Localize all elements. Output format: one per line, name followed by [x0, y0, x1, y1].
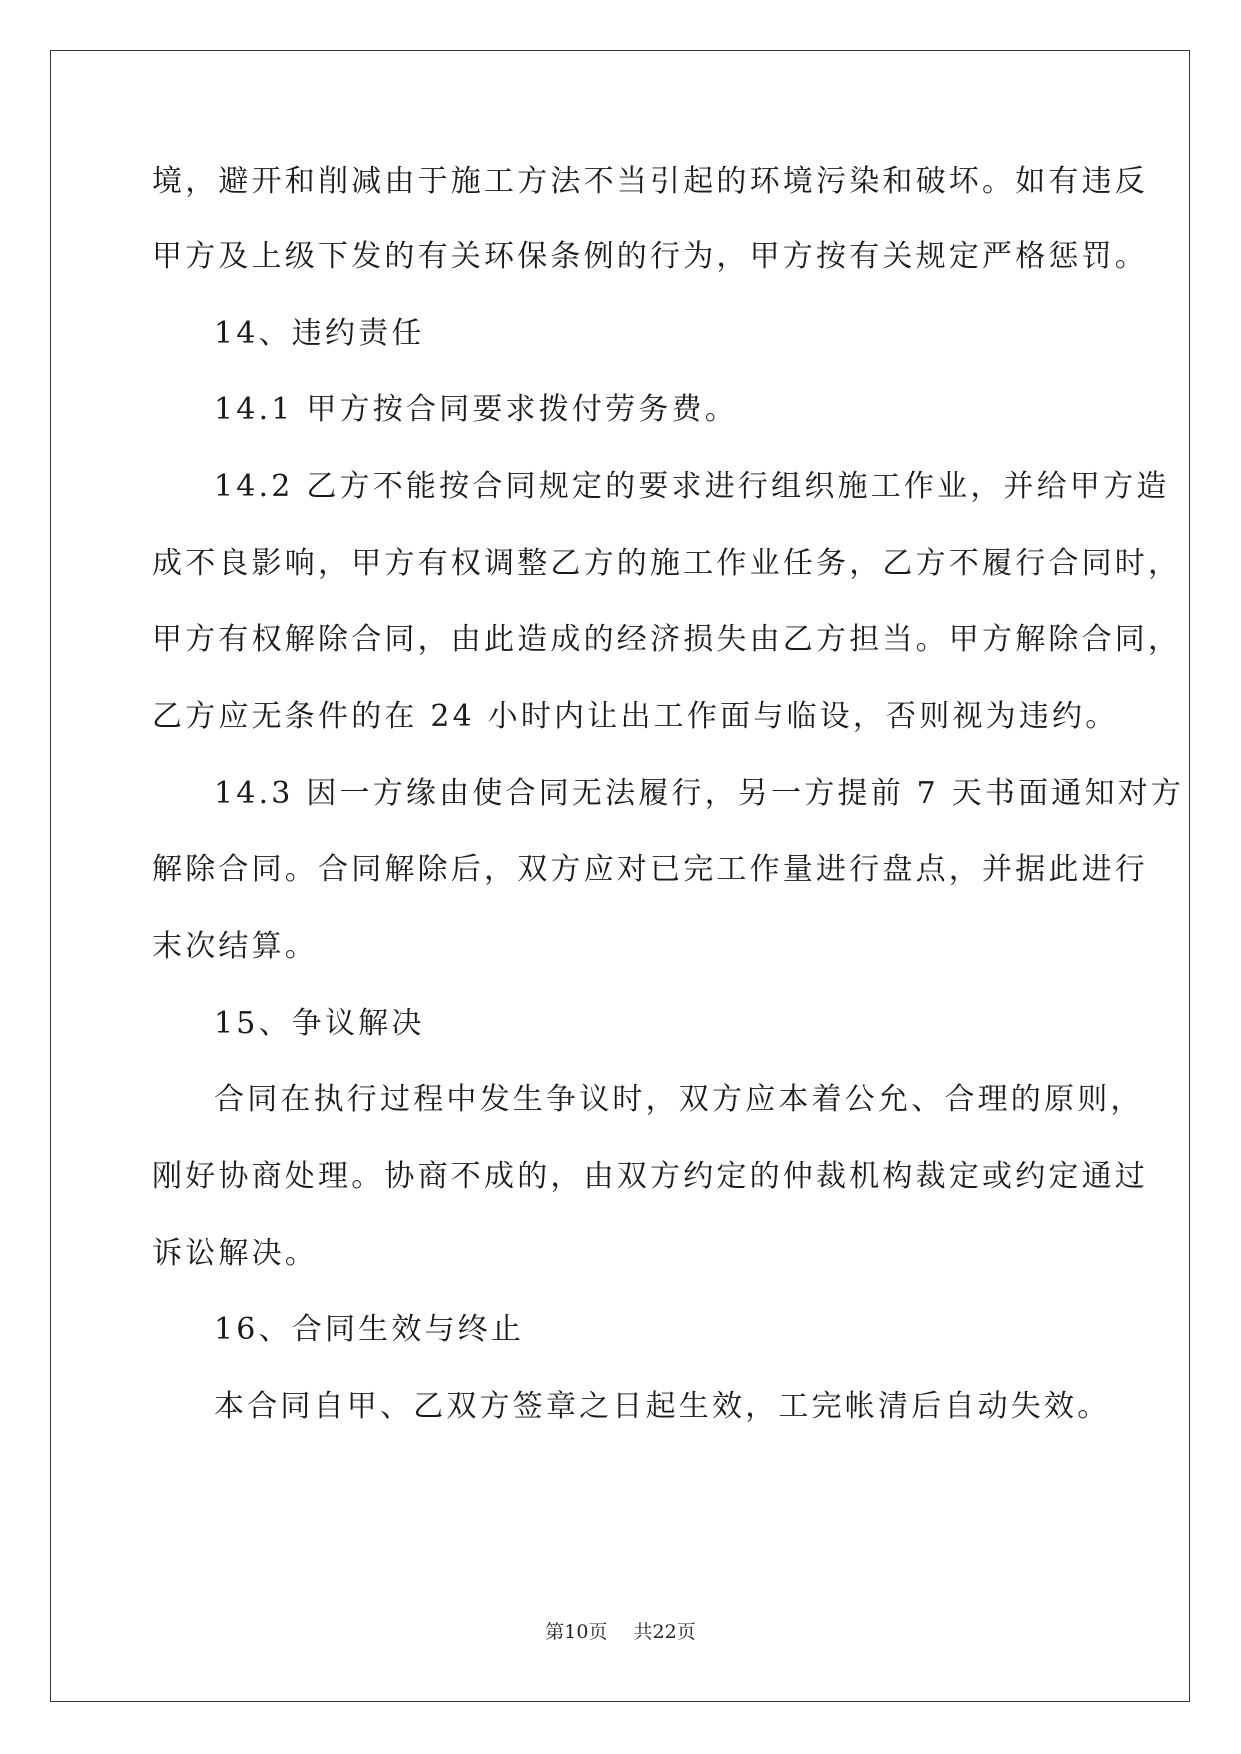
- clause-paragraph: 14.1 甲方按合同要求拨付劳务费。: [214, 392, 738, 427]
- text-line: 境，避开和削减由于施工方法不当引起的环境污染和破坏。如有违反: [152, 164, 1148, 199]
- text-line: 末次结算。: [152, 929, 318, 964]
- text-line: 乙方应无条件的在 24 小时内让出工作面与临设，否则视为违约。: [152, 699, 1119, 734]
- text-line: 刚好协商处理。协商不成的，由双方约定的仲裁机构裁定或约定通过: [152, 1159, 1148, 1194]
- section-heading: 14、违约责任: [214, 316, 425, 351]
- text-line: 诉讼解决。: [152, 1236, 318, 1271]
- clause-paragraph: 本合同自甲、乙双方签章之日起生效，工完帐清后自动失效。: [214, 1389, 1111, 1424]
- current-page-label: 第10页: [545, 1621, 608, 1643]
- text-line: 成不良影响，甲方有权调整乙方的施工作业任务，乙方不履行合同时，: [152, 546, 1182, 581]
- text-line: 解除合同。合同解除后，双方应对已完工作量进行盘点，并据此进行: [152, 852, 1148, 887]
- text-line: 甲方及上级下发的有关环保条例的行为，甲方按有关规定严格惩罚。: [152, 239, 1148, 274]
- section-heading: 15、争议解决: [214, 1006, 425, 1041]
- clause-paragraph: 合同在执行过程中发生争议时，双方应本着公允、合理的原则，: [214, 1082, 1144, 1117]
- clause-paragraph: 14.2 乙方不能按合同规定的要求进行组织施工作业，并给甲方造: [214, 469, 1170, 504]
- total-pages-label: 共22页: [633, 1621, 696, 1643]
- page-footer: [0, 1620, 1241, 1644]
- clause-paragraph: 14.3 因一方缘由使合同无法履行，另一方提前 7 天书面通知对方: [214, 776, 1185, 811]
- text-line: 甲方有权解除合同，由此造成的经济损失由乙方担当。甲方解除合同，: [152, 622, 1182, 657]
- section-heading: 16、合同生效与终止: [214, 1312, 525, 1347]
